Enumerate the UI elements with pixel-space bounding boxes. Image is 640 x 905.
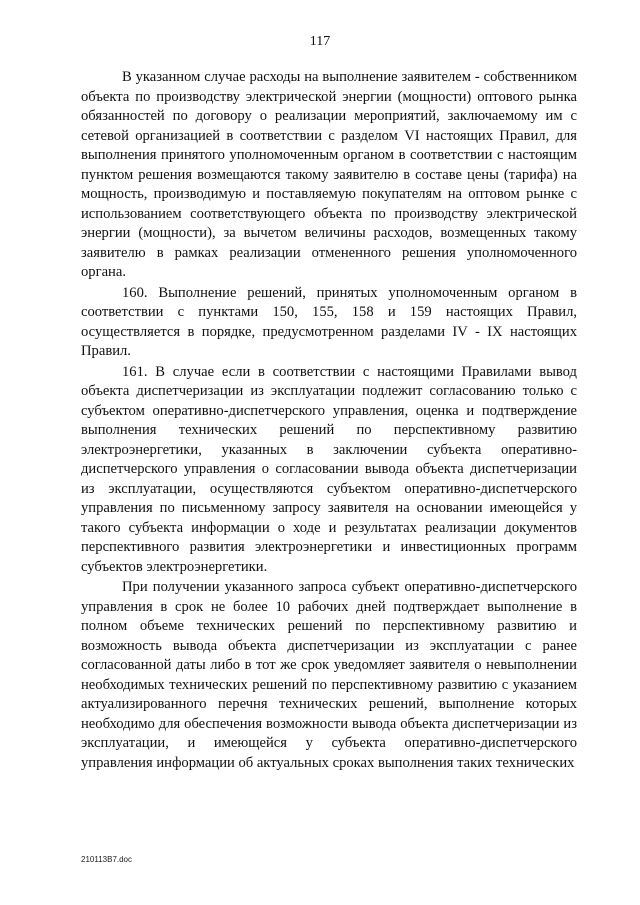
paragraph-161: 161. В случае если в соответствии с настоящими Правилами вывод объекта диспетчеризации из эксплуатации подлежит согласованию только с субъектом оперативно-диспетчерского управления, оценка и подтверждение выполнения технических решений по перспективному развитию электроэнергетики, указанных в заключении субъекта оперативно-диспетчерского управления о согласовании вывода объекта диспетчеризации из эксплуатации, осуществляются субъектом оперативно-диспетчерского управления по письменному запросу заявителя на основании имеющейся у такого субъекта информации о ходе и результатах реализации документов перспективного развития электроэнергетики и инвестиционных программ субъектов электроэнергетики. (81, 363, 577, 575)
document-body (81, 68, 577, 773)
file-name-footer: 210113В7.doc (81, 855, 133, 864)
paragraph-request: При получении указанного запроса субъект оперативно-диспетчерского управления в срок не более 10 рабочих дней подтверждает выполнение в полном объеме технических решений по перспективному развитию и возможность вывода объекта диспетчеризации из эксплуатации с ранее согласованной даты либо в тот же срок уведомляет заявителя о невыполнении необходимых технических решений по перспективному развитию с указанием актуализированного перечня технических решений, выполнение которых необходимо для обеспечения возможности вывода объекта диспетчеризации из эксплуатации, и имеющейся у субъекта оперативно-диспетчерского управления информации об актуальных сроках выполнения таких технических (81, 579, 577, 771)
paragraph-expenses: В указанном случае расходы на выполнение заявителем - собственником объекта по производству электрической энергии (мощности) оптового рынка обязанностей по договору о реализации мероприятий, заключаемому им с сетевой организацией в соответствии с разделом VI настоящих Правил, для выполнения принятого уполномоченным органом в соответствии с настоящим пунктом решения возмещаются такому заявителю в составе цены (тарифа) на мощность, производимую и поставляемую покупателям на оптовом рынке с использованием соответствующего объекта по производству электрической энергии (мощности), за вычетом величины расходов, возмещенных такому заявителю в рамках реализации отмененного решения уполномоченного органа. (81, 69, 577, 280)
page-number: 117 (309, 34, 331, 49)
paragraph-160: 160. Выполнение решений, принятых уполномоченным органом в соответствии с пунктами 150, 155, 158 и 159 настоящих Правил, осуществляется в порядке, предусмотренном разделами IV - IX настоящих Правил. (81, 284, 577, 359)
